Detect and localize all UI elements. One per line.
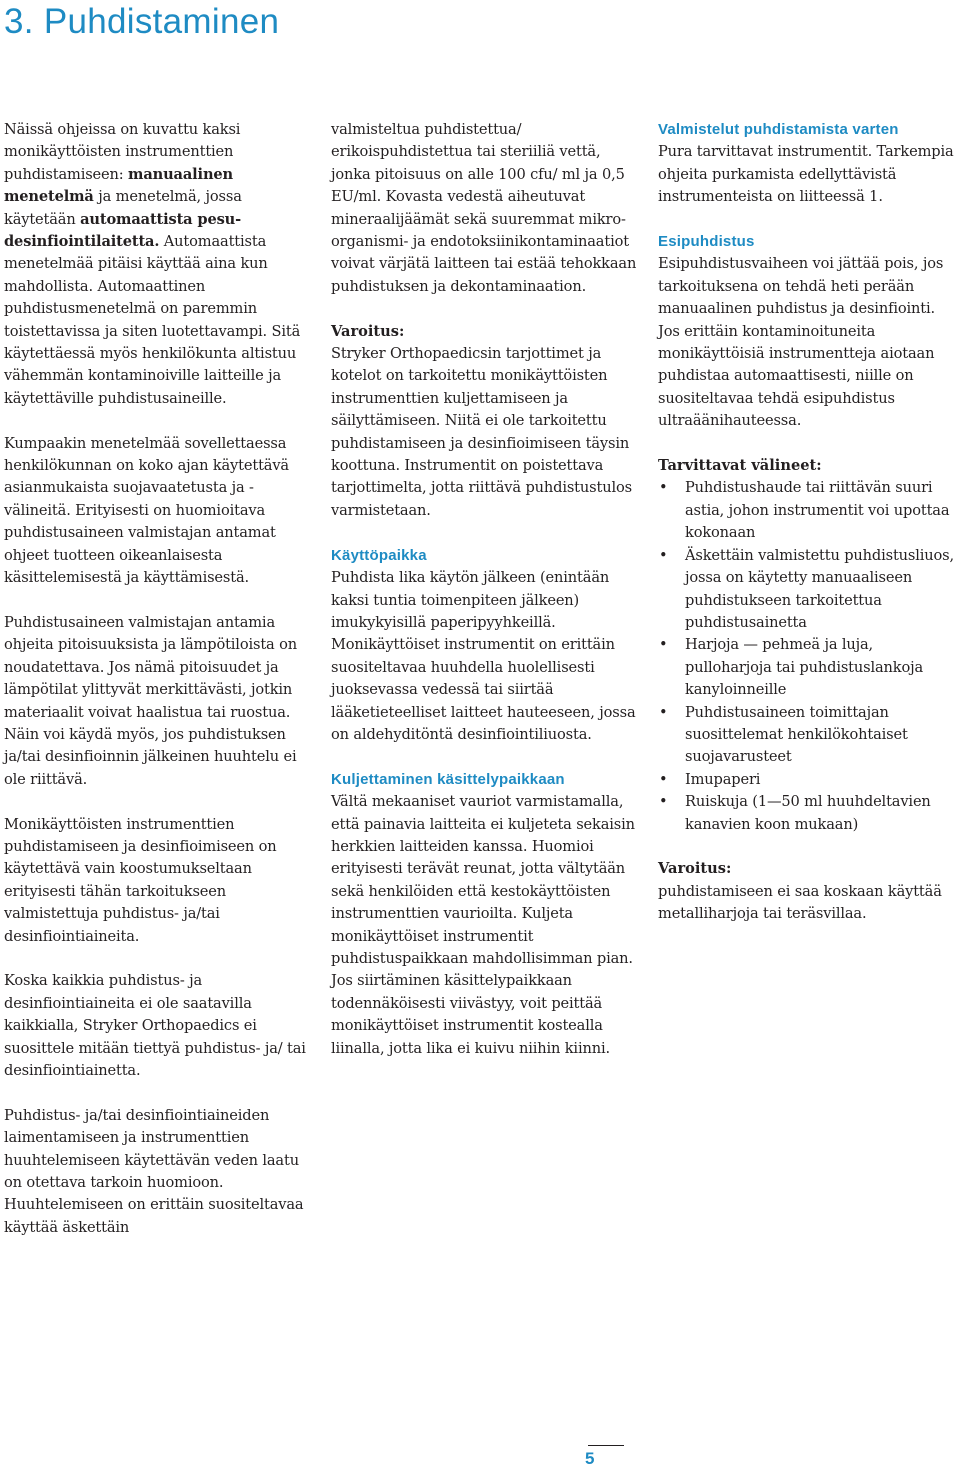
list-item-text: Ruiskuja (1—50 ml huuhdeltavien kanavien koon mukaan) <box>685 793 931 833</box>
list-item <box>658 769 958 791</box>
intro-paragraph <box>4 119 316 410</box>
list-item-text: Puhdistusaineen toimittajan suosittelemat henkilökohtaiset suojavarusteet <box>685 703 908 766</box>
bullet-icon: • <box>659 703 668 721</box>
esipuhdistus-paragraph: Esipuhdistusvaiheen voi jättää pois, jos tarkoituksena on tehdä heti perään manuaalinen puhdistus ja desinfiointi. Jos erittäin kontaminoituneita monikäyttöisiä instrumentteja aiotaan puhdistaa automaattisesti, niille on suositeltavaa tehdä esipuhdistus ultraäänihauteessa. <box>658 255 944 430</box>
water-quality-paragraph: Puhdistus- ja/tai desinfiointiaineiden laimentamiseen ja instrumenttien huuhtelemiseen käytettävän veden laatu on otettava tarkoin huomioon. Huuhtelemiseen on erittäin suositeltavaa käyttää äskettäin <box>4 1106 304 1236</box>
warning-label-2: Varoitus: <box>658 860 732 878</box>
kuljettaminen-paragraph: Vältä mekaaniset vauriot varmistamalla, että painavia laitteita ei kuljeteta sekaisin herkkien laitteiden kanssa. Huomioi erityisesti terävät reunat, jotta vältytään sekä henkilöiden että kestokäyttöisten instrumenttien vaurioilta. Kuljeta monikäyttöiset instrumentit puhdistuspaikkaan mahdollisimman pian. Jos siirtäminen käsittelypaikkaan todennäköisesti viivästyy, voit peittää monikäyttöiset instrumentit kostealla liinalla, jotta lika ei kuivu niihin kiinni. <box>331 793 635 1057</box>
column-2 <box>331 119 641 1060</box>
warning-label: Varoitus: <box>331 322 405 340</box>
availability-paragraph: Koska kaikkia puhdistus- ja desinfiointiaineita ei ole saatavilla kaikkialla, Stryker Orthopaedics ei suosittele mitään tiettyä puhdistus- ja/ tai desinfiointiainetta. <box>4 972 306 1079</box>
warning-text-2: puhdistamiseen ei saa koskaan käyttää metalliharjoja tai teräsvillaa. <box>658 882 942 923</box>
bullet-icon: • <box>659 479 668 497</box>
protective-clothing-paragraph: Kumpaakin menetelmää sovellettaessa henkilökunnan on koko ajan käytettävä asianmukaista suojavaatetusta ja -välineitä. Erityisesti on huomioitava puhdistusaineen valmistajan antamat ohjeet tuotteen oikeanlaisesta käsittelemisestä ja käyttämisestä. <box>4 434 289 587</box>
list-item-text: Äskettäin valmistettu puhdistusliuos, jossa on käytetty manuaaliseen puhdistukseen tarkoitettua puhdistusainetta <box>685 546 955 631</box>
list-item <box>658 545 958 635</box>
column-3 <box>658 119 958 926</box>
list-item <box>658 702 958 769</box>
valmistelut-paragraph: Pura tarvittavat instrumentit. Tarkempia ohjeita purkamista edellyttävistä instrumenteista on liitteessä 1. <box>658 143 954 206</box>
page-number: 5 <box>585 1449 595 1468</box>
kayttopaikka-paragraph: Puhdista lika käytön jälkeen (enintään kaksi tuntia toimenpiteen jälkeen) imukykyisillä paperipyyhkeillä. Monikäyttöiset instrumentit on erittäin suositeltavaa huuhdella huolellisesti juoksevassa vedessä tai siirtää lääketieteelliset laitteet hauteeseen, jossa on aldehyditöntä desinfiointiliuosta. <box>331 569 636 743</box>
warning-text: Stryker Orthopaedicsin tarjottimet ja kotelot on tarkoitettu monikäyttöisten instrumenttien kuljettamiseen ja säilyttämiseen. Niitä ei ole tarkoitettu puhdistamiseen ja desinfioimiseen täysin koottuna. Instrumentit on poistettava tarjottimelta, jotta riittävä puhdistustulos varmistetaan. <box>331 345 632 519</box>
intro-bold-manual: manuaalinen menetelmä <box>4 165 234 206</box>
page-title: 3. Puhdistaminen <box>4 2 280 41</box>
list-item-text: Puhdistushaude tai riittävän suuri astia, johon instrumentit voi upottaa kokonaan <box>685 479 950 542</box>
bullet-icon: • <box>659 546 668 564</box>
heading-kayttopaikka: Käyttöpaikka <box>331 546 427 564</box>
bullet-icon: • <box>659 793 668 811</box>
concentration-paragraph: Puhdistusaineen valmistajan antamia ohjeita pitoisuuksista ja lämpötiloista on noudatettava. Jos nämä pitoisuudet ja lämpötilat ylittyvät merkittävästi, jotkin materiaalit voivat haalistua tai ruostua. Näin voi käydä myös, jos puhdistuksen ja/tai desinfioinnin jälkeinen huuhtelu ei ole riittävä. <box>4 613 297 788</box>
tools-list <box>658 477 958 836</box>
heading-esipuhdistus: Esipuhdistus <box>658 233 755 251</box>
list-item <box>658 477 958 544</box>
intro-text-a: Näissä ohjeissa on kuvattu kaksi monikäyttöisten instrumenttien puhdistamiseen: <box>4 121 241 183</box>
list-item-text: Harjoja — pehmeä ja luja, pulloharjoja tai puhdistuslankoja kanyloinneille <box>685 636 924 699</box>
list-item <box>658 791 958 836</box>
agents-paragraph: Monikäyttöisten instrumenttien puhdistamiseen ja desinfioimiseen on käytettävä vain koostumukseltaan erityisesti tähän tarkoitukseen valmistettuja puhdistus- ja/tai desinfiointiaineita. <box>4 815 277 945</box>
tools-label: Tarvittavat välineet: <box>658 457 822 475</box>
intro-text-d: Automaattista menetelmää pitäisi käyttää aina kun mahdollista. Automaattinen puhdistusmenetelmä on paremmin toistettavissa ja siten luotettavampi. Sitä käytettäessä myös henkilökunta altistuu vähemmän kontaminoiville laitteille ja käytettäville puhdistusaineille. <box>4 233 301 407</box>
intro-bold-automatic: automaattista pesu-desinfiointilaitetta. <box>4 210 242 251</box>
list-item-text: Imupaperi <box>685 770 761 788</box>
water-continuation-paragraph: valmisteltua puhdistettua/ erikoispuhdistettua tai steriiliä vettä, jonka pitoisuus on alle 100 cfu/ ml ja 0,5 EU/ml. Kovasta vedestä aiheutuvat mineraalijäämät sekä suuremmat mikro-organismi- ja endotoksiinikontaminaatiot voivat värjätä laitteen tai estää tehokkaan puhdistuksen ja dekontaminaation. <box>331 121 637 295</box>
bullet-icon: • <box>659 770 668 788</box>
bullet-icon: • <box>659 636 668 654</box>
page-number-rule <box>588 1445 624 1446</box>
intro-text-c: ja menetelmä, jossa käytetään <box>4 188 242 228</box>
list-item <box>658 634 958 701</box>
heading-kuljettaminen: Kuljettaminen käsittelypaikkaan <box>331 770 565 788</box>
heading-valmistelut: Valmistelut puhdistamista varten <box>658 121 899 138</box>
column-1 <box>4 119 316 1239</box>
